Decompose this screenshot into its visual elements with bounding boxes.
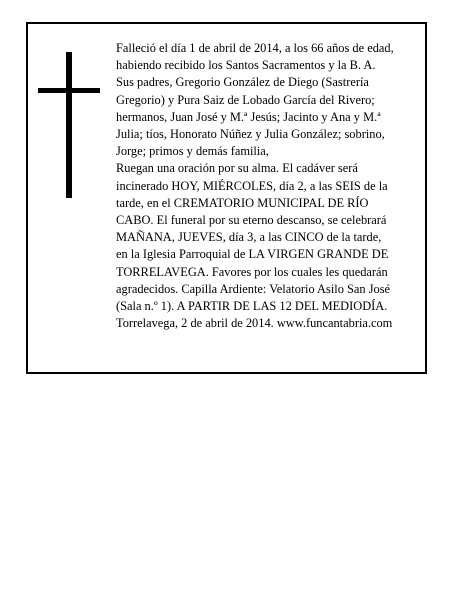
- obituary-line: Torrelavega, 2 de abril de 2014. www.funcantabria.com: [116, 316, 393, 331]
- cross-vertical-bar: [66, 52, 72, 198]
- obituary-line: tarde, en el CREMATORIO MUNICIPAL DE RÍO: [116, 195, 369, 210]
- obituary-line: Sus padres, Gregorio González de Diego (Sastrería: [116, 75, 369, 90]
- obituary-line: habiendo recibido los Santos Sacramentos y la B. A.: [116, 58, 376, 73]
- obituary-text: [116, 40, 428, 332]
- cross-icon: [38, 52, 100, 198]
- obituary-line: Julia; tíos, Honorato Núñez y Julia González; sobrino,: [116, 127, 385, 142]
- obituary-line: CABO. El funeral por su eterno descanso, se celebrará: [116, 213, 387, 228]
- obituary-line: en la Iglesia Parroquial de LA VIRGEN GRANDE DE: [116, 247, 389, 262]
- obituary-line: Ruegan una oración por su alma. El cadáver será: [116, 161, 358, 176]
- obituary-line: MAÑANA, JUEVES, día 3, a las CINCO de la tarde,: [116, 230, 382, 245]
- obituary-line: hermanos, Juan José y M.ª Jesús; Jacinto y Ana y M.ª: [116, 109, 381, 124]
- obituary-line: Jorge; primos y demás familia,: [116, 144, 269, 159]
- obituary-line: incinerado HOY, MIÉRCOLES, día 2, a las SEIS de la: [116, 178, 388, 193]
- obituary-line: Falleció el día 1 de abril de 2014, a los 66 años de edad,: [116, 41, 394, 55]
- obituary-line: (Sala n.º 1). A PARTIR DE LAS 12 DEL MEDIODÍA.: [116, 299, 388, 314]
- obituary-line: agradecidos. Capilla Ardiente: Velatorio Asilo San José: [116, 281, 391, 296]
- cross-horizontal-bar: [38, 88, 100, 93]
- obituary-line: Gregorio) y Pura Saiz de Lobado García del Rivero;: [116, 92, 375, 107]
- obituary-line: TORRELAVEGA. Favores por los cuales les quedarán: [116, 264, 388, 279]
